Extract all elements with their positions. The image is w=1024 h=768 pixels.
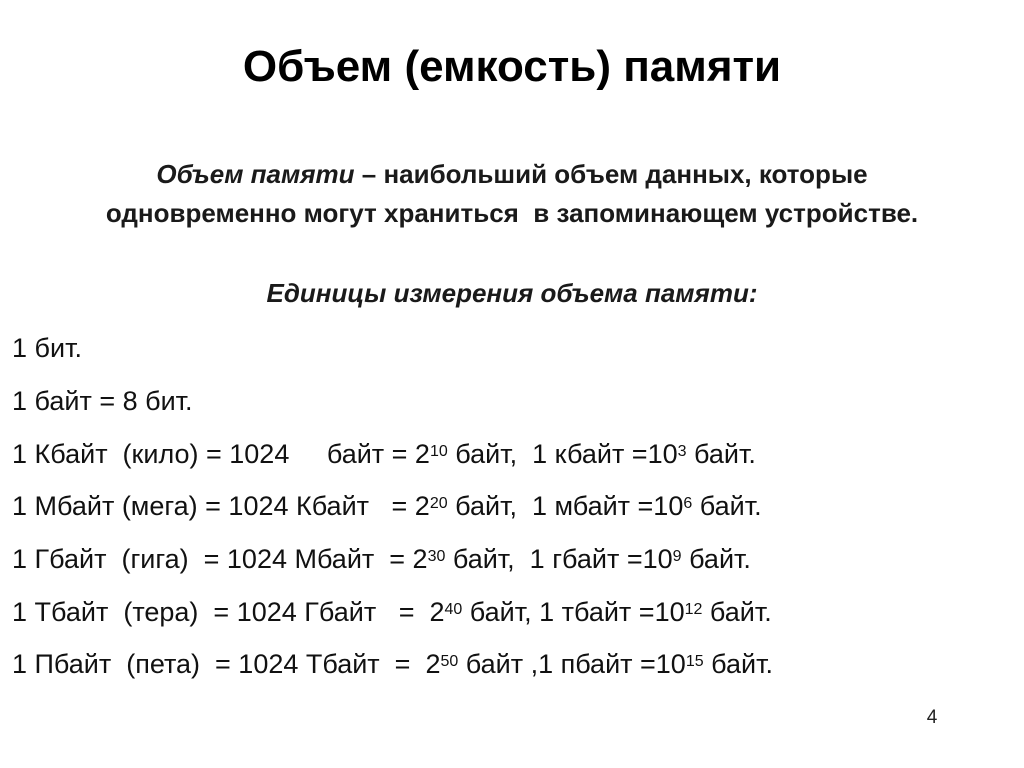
unit-line-gigabyte — [12, 542, 751, 576]
decimal-exponent: 3 — [677, 443, 687, 460]
slide-title: Объем (емкость) памяти — [242, 42, 782, 91]
binary-exponent: 30 — [427, 548, 446, 565]
unit-text: байт. — [681, 544, 751, 574]
unit-text: байт ,1 пбайт =10 — [458, 649, 686, 679]
unit-text: 1 Гбайт (гига) = 1024 Мбайт = 2 — [12, 544, 428, 574]
definition-line-1-text: – наибольший объем данных, которые — [354, 159, 868, 189]
binary-exponent: 40 — [444, 601, 463, 618]
binary-exponent: 10 — [429, 443, 448, 460]
unit-line-bit: 1 бит. — [12, 333, 82, 363]
unit-text: байт, 1 тбайт =10 — [462, 597, 685, 627]
unit-text: 1 Кбайт (кило) = 1024 байт = 2 — [12, 439, 430, 469]
unit-line-petabyte — [12, 647, 773, 681]
decimal-exponent: 9 — [672, 548, 682, 565]
page-number: 4 — [926, 707, 938, 728]
unit-text: байт. — [702, 597, 772, 627]
definition-term: Объем памяти — [156, 159, 355, 189]
decimal-exponent: 12 — [684, 601, 703, 618]
decimal-exponent: 6 — [683, 495, 693, 512]
unit-text: байт, 1 кбайт =10 — [447, 439, 678, 469]
units-heading: Единицы измерения объема памяти: — [266, 278, 758, 308]
unit-text: байт. — [686, 439, 756, 469]
unit-text: байт, 1 гбайт =10 — [445, 544, 673, 574]
definition-line-1 — [0, 155, 1024, 194]
unit-line-kilobyte — [12, 437, 756, 471]
decimal-exponent: 15 — [685, 653, 704, 670]
binary-exponent: 50 — [440, 653, 459, 670]
unit-text: 1 Пбайт (пета) = 1024 Тбайт = 2 — [12, 649, 441, 679]
unit-text: байт. — [692, 491, 762, 521]
definition-paragraph — [0, 155, 1024, 233]
definition-line-2: одновременно могут храниться в запоминающем устройстве. — [105, 198, 919, 228]
unit-text: байт, 1 мбайт =10 — [447, 491, 684, 521]
unit-line-megabyte — [12, 489, 762, 523]
unit-text: 1 Тбайт (тера) = 1024 Гбайт = 2 — [12, 597, 445, 627]
unit-line-terabyte — [12, 595, 772, 629]
unit-text: байт. — [703, 649, 773, 679]
unit-text: 1 Мбайт (мега) = 1024 Кбайт = 2 — [12, 491, 430, 521]
unit-line-byte: 1 байт = 8 бит. — [12, 386, 193, 416]
binary-exponent: 20 — [429, 495, 448, 512]
